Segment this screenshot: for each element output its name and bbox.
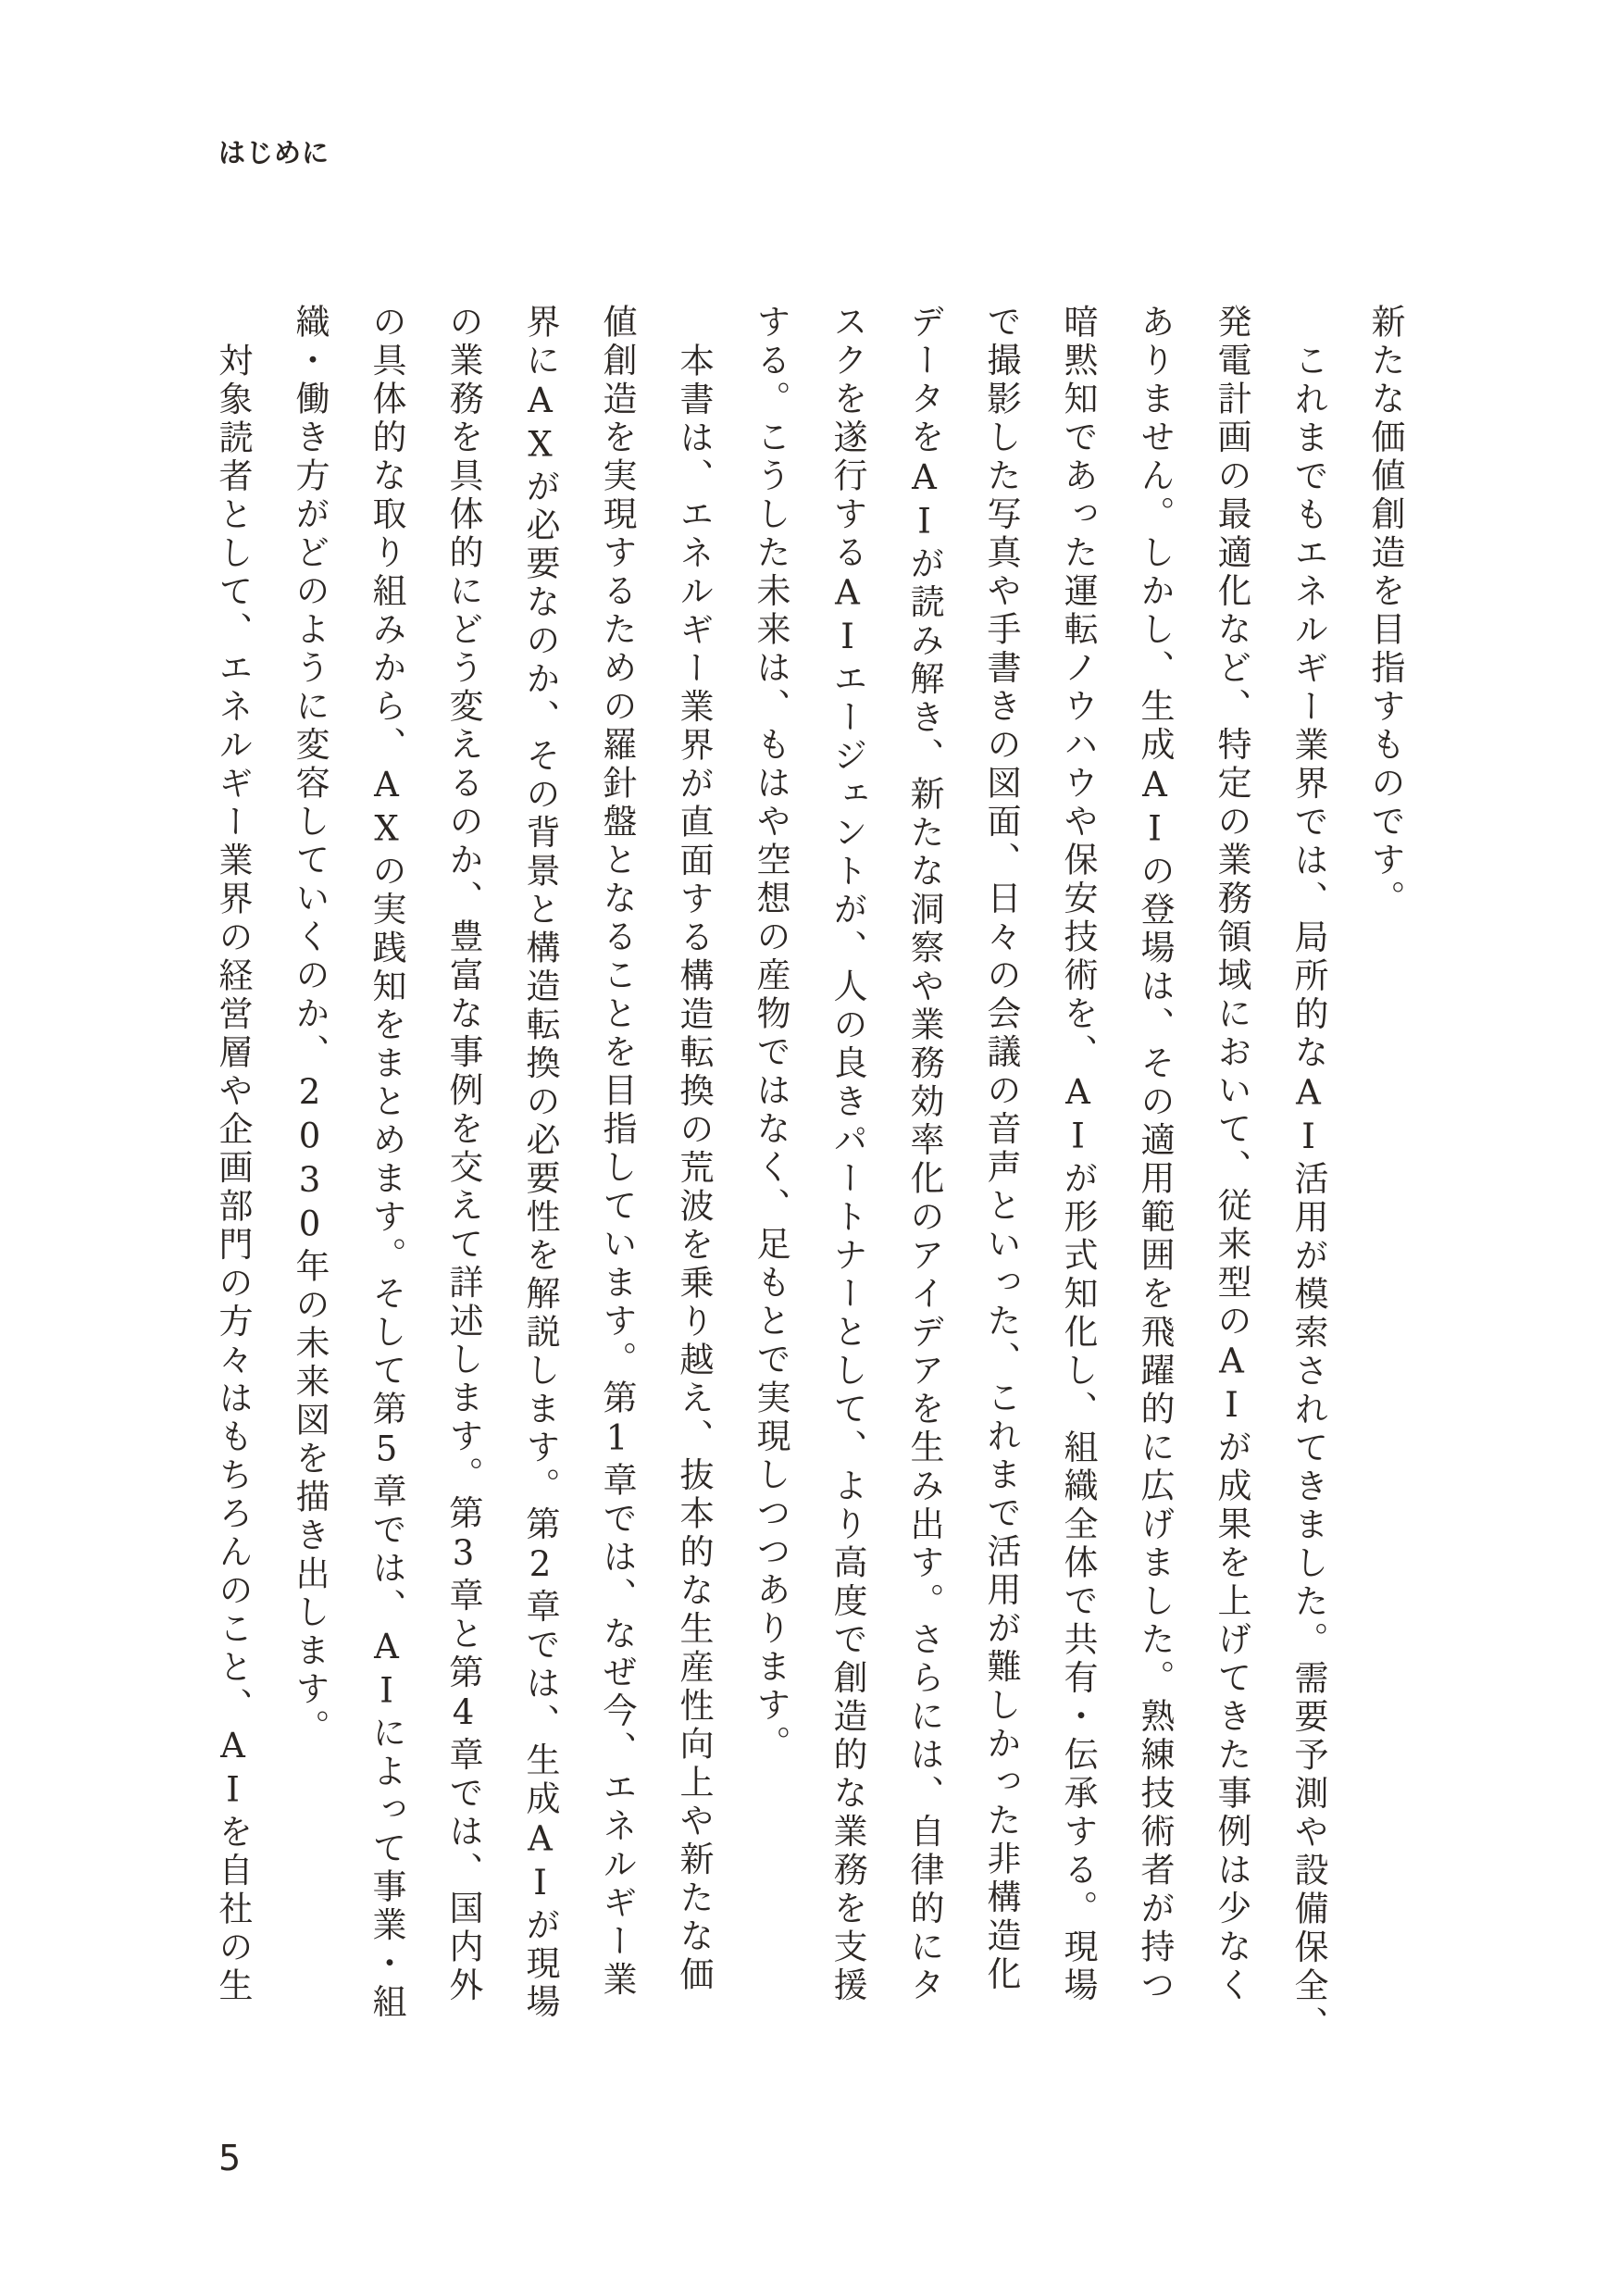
- text-line: 織・働き方がどのように変容していくのか、2030年の未来図を描き出します。: [290, 304, 330, 1748]
- text-line: 界にAXが必要なのか、その背景と構造転換の必要性を解説します。第2章では、生成AIが現場: [520, 304, 560, 2022]
- text-line: 対象読者として、エネルギー業界の経営層や企画部門の方々はもちろんのこと、AIを自社の生: [213, 342, 253, 2005]
- text-line: で撮影した写真や手書きの図面、日々の会議の音声といった、これまで活用が難しかった非構造化: [981, 304, 1021, 1994]
- text-line: する。こうした未来は、もはや空想の産物ではなく、足もとで実現しつつあります。: [751, 304, 790, 1764]
- text-line: 発電計画の最適化など、特定の業務領域において、従来型のAIが成果を上げてきた事例は少なく: [1212, 304, 1251, 2005]
- text-line: 値創造を実現するための羅針盤となることを目指しています。第1章では、なぜ今、エネルギー業: [597, 304, 637, 2000]
- text-line: これまでもエネルギー業界では、局所的なAI活用が模索されてきました。需要予測や設備保全、: [1288, 342, 1328, 2044]
- text-line: 新たな価値創造を目指すものです。: [1365, 304, 1405, 918]
- text-line: ありません。しかし、生成AIの登場は、その適用範囲を飛躍的に広げました。熟練技術者が持つ: [1135, 304, 1175, 2005]
- page-number: 5: [218, 2138, 242, 2178]
- running-head: はじめに: [218, 137, 330, 168]
- text-line: 暗黙知であった運転ノウハウや保安技術を、AIが形式知化し、組織全体で共有・伝承する。現場: [1058, 304, 1098, 2005]
- text-line: の具体的な取り組みから、AXの実践知をまとめます。そして第5章では、AIによって事業・組: [367, 304, 406, 2022]
- body-text: [194, 304, 1424, 2044]
- text-line: スクを遂行するAIエージェントが、人の良きパートナーとして、より高度で創造的な業務を支援: [828, 304, 867, 2005]
- text-line: データをAIが読み解き、新たな洞察や業務効率化のアイデアを生み出す。さらには、自律的にタ: [904, 304, 944, 2005]
- text-line: の業務を具体的にどう変えるのか、豊富な事例を交えて詳述します。第3章と第4章では、国内外: [443, 304, 483, 2005]
- text-line: 本書は、エネルギー業界が直面する構造転換の荒波を乗り越え、抜本的な生産性向上や新たな価: [674, 342, 714, 1994]
